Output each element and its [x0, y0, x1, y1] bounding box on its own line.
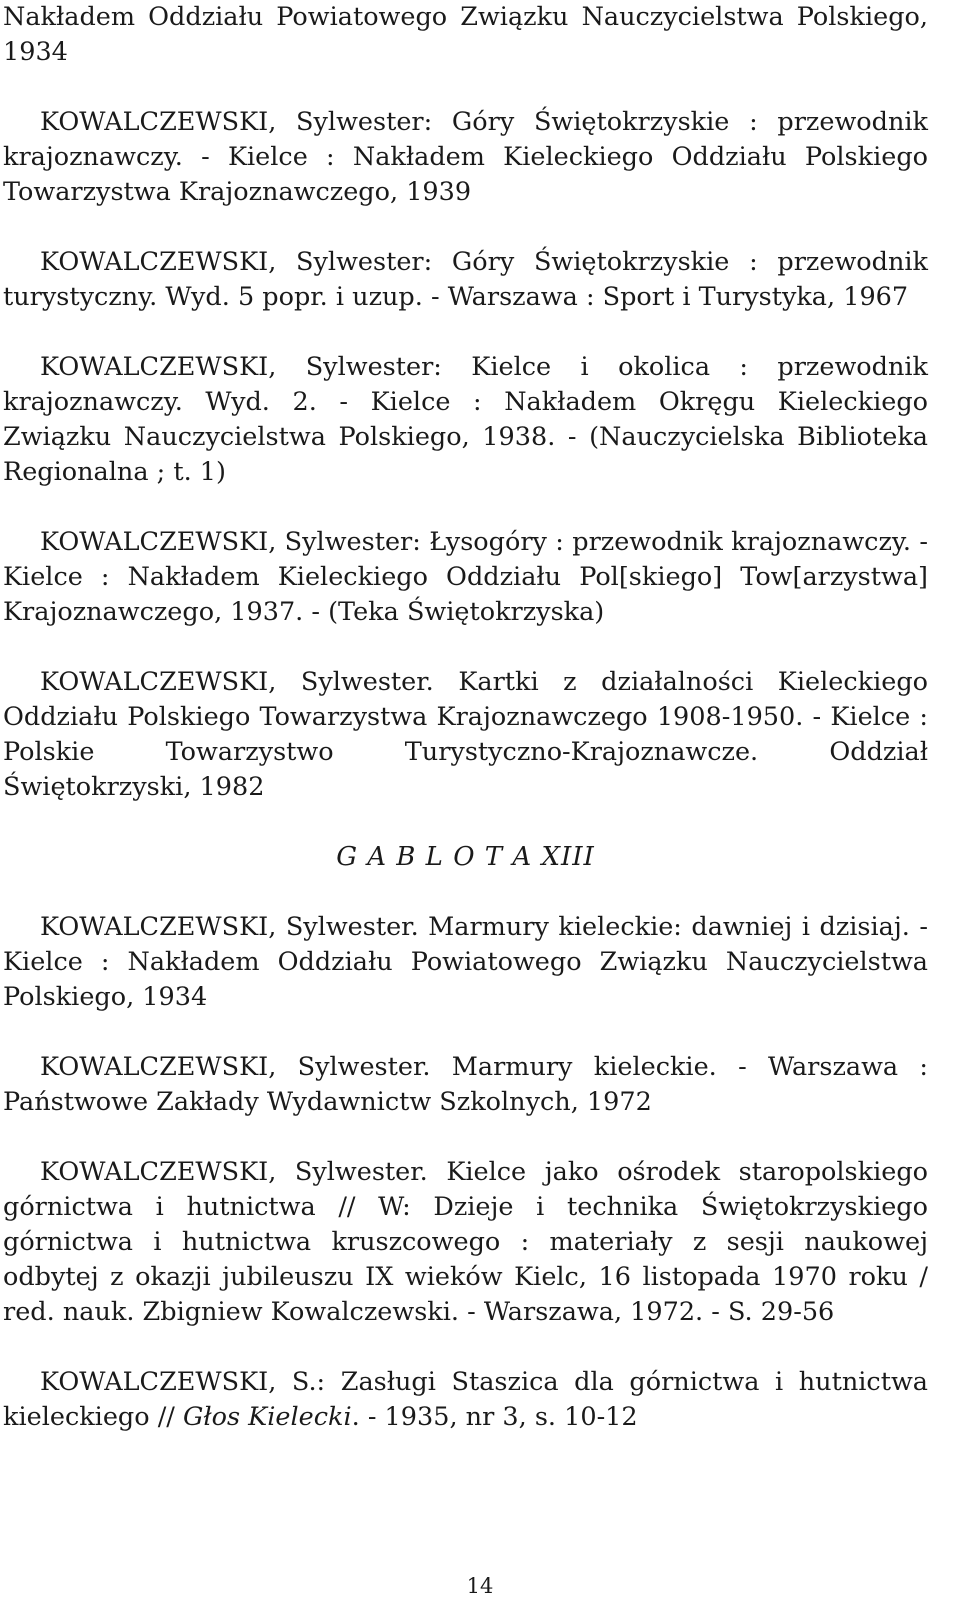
entry-zaslugi-staszica-part1: KOWALCZEWSKI, S.: Zasługi Staszica dla górnictwa i hutnictwa kieleckiego // [3, 1367, 928, 1432]
section-heading-gablota: G A B L O T A XIII [336, 842, 595, 872]
entry-kartki-z-dzialalnosci: KOWALCZEWSKI, Sylwester. Kartki z działalności Kieleckiego Oddziału Polskiego Towarzystwa Krajoznawczego 1908-1950. - Kielce : Polskie Towarzystwo Turystyczno-Krajoznawcze. Oddział Świętokrzyski, 1982 [3, 667, 928, 802]
entry-gory-swietokrzyskie-1939: KOWALCZEWSKI, Sylwester: Góry Świętokrzyskie : przewodnik krajoznawczy. - Kielce : Nakładem Kieleckiego Oddziału Polskiego Towarzystwa Krajoznawczego, 1939 [3, 107, 928, 207]
page-number: 14 [466, 1574, 494, 1598]
entry-gory-swietokrzyskie-1967: KOWALCZEWSKI, Sylwester: Góry Świętokrzyskie : przewodnik turystyczny. Wyd. 5 popr. i uzup. - Warszawa : Sport i Turystyka, 1967 [3, 247, 928, 312]
entry-marmury-kieleckie-1972: KOWALCZEWSKI, Sylwester. Marmury kieleckie. - Warszawa : Państwowe Zakłady Wydawnictw Szkolnych, 1972 [3, 1052, 928, 1117]
entry-continuation: Nakładem Oddziału Powiatowego Związku Nauczycielstwa Polskiego, 1934 [3, 2, 928, 67]
entry-kielce-jako-osrodek: KOWALCZEWSKI, Sylwester. Kielce jako ośrodek staropolskiego górnictwa i hutnictwa // W: Dzieje i technika Świętokrzyskiego górnictwa i hutnictwa kruszcowego : materiały z sesji naukowej odbytej z okazji jubileuszu IX wieków Kielc, 16 listopada 1970 roku / red. nauk. Zbigniew Kowalczewski. - Warszawa, 1972. - S. 29-56 [3, 1157, 928, 1327]
entry-zaslugi-staszica [3, 1365, 928, 1435]
entry-kielce-i-okolica: KOWALCZEWSKI, Sylwester: Kielce i okolica : przewodnik krajoznawczy. Wyd. 2. - Kielce : Nakładem Okręgu Kieleckiego Związku Nauczycielstwa Polskiego, 1938. - (Nauczycielska Biblioteka Regionalna ; t. 1) [3, 352, 928, 487]
entry-lysogory: KOWALCZEWSKI, Sylwester: Łysogóry : przewodnik krajoznawczy. - Kielce : Nakładem Kieleckiego Oddziału Pol[skiego] Tow[arzystwa] Krajoznawczego, 1937. - (Teka Świętokrzyska) [3, 527, 928, 627]
journal-title-glos-kielecki: Głos Kielecki [183, 1402, 352, 1432]
entry-zaslugi-staszica-part2: . - 1935, nr 3, s. 10-12 [351, 1402, 638, 1432]
document-page [3, 0, 928, 1470]
entry-marmury-kieleckie-1934: KOWALCZEWSKI, Sylwester. Marmury kieleckie: dawniej i dzisiaj. - Kielce : Nakładem Oddziału Powiatowego Związku Nauczycielstwa Polskiego, 1934 [3, 912, 928, 1012]
